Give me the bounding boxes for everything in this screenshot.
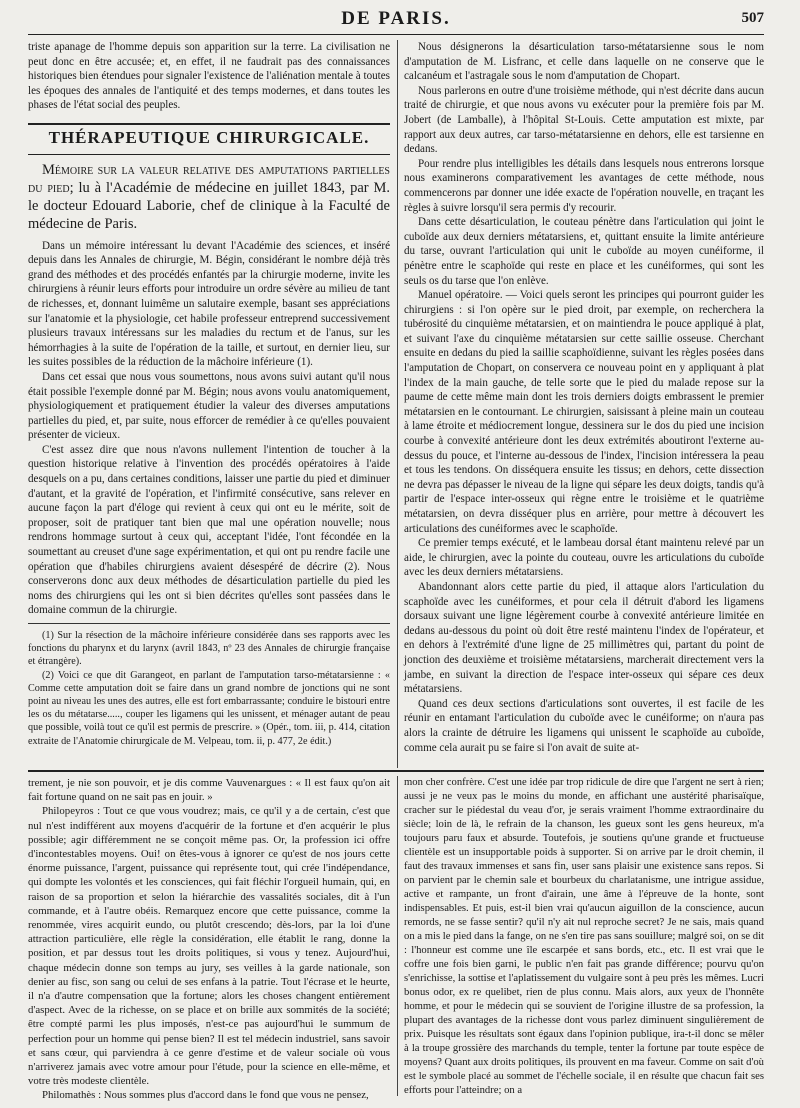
top-left-column (28, 40, 390, 748)
section-title: THÉRAPEUTIQUE CHIRURGICALE. (48, 127, 370, 147)
section-split-rule (28, 770, 764, 772)
page-header (28, 0, 764, 35)
intro-paragraph: triste apanage de l'homme depuis son apparition sur la terre. La civilisation ne peut donc en être accusée; et, en effet, il ne faudrait pas des connaissances historiques bien étendues pour signaler l'existence de l'aliénation mentale à toutes les époques des annales de l'antiquité et des temps modernes, et dans toutes les phases de l'état social des peuples. (28, 41, 390, 112)
footnotes (28, 629, 390, 748)
section-heading-box (28, 123, 390, 155)
body-paragraph: Abandonnant alors cette partie du pied, il attaque alors l'articulation du scaphoïde avec les cunéiformes, et pour cela il détruit d'abord les ligamens dorsaux suivant une ligne légèrement courbe à convexité antérieure limitée en dedans au-dessous du point où doit être resté maintenu l'index de l'opérateur, et en dehors à l'extrémité d'une ligne de 25 millimètres qui, partant du point de jonction des deuxième et troisième métatarsiens, marcherait directement vers la jambe, en suivant la direction de l'espace inter-osseux qui sépare ces deux métatarsiens. (404, 580, 764, 696)
body-paragraph: Quand ces deux sections d'articulations sont ouvertes, il est facile de les réunir en entamant l'articulation du cuboïde avec le cunéiforme; on n'aura pas alors la crainte de détruire les ligamens qui unissent le scaphoïde au cuboïde, comme cela aurait pu se faire si l'on avait de suite at- (404, 697, 764, 754)
memoir-heading (28, 161, 390, 233)
bottom-right-column (404, 776, 764, 1098)
body-paragraph: mon cher confrère. C'est une idée par trop ridicule de dire que l'argent ne sert à rien; aussi je ne veux pas le moins du monde, en affichant une austérité pharisaïque, cracher sur le piédestal du veau d'or, je serais vraiment l'homme extraordinaire du siècle; loin de là, le refrain de la chanson, les gueux sont les gens heureux, m'a toujours paru faux et absurde. Toutefois, je soutiens qu'une grande et fructueuse clientèle est un insupportable poids à supporter. Si on arrive par le droit chemin, il faut des travaux immenses et sans fin, user sans plaisir une existence sans repos. Si on parvient par le chemin sale et bourbeux du charlatanisme, une intrigue assidue, active et rampante, un front d'airain, une âme à l'épreuve de la honte, sont indispensables. Et puis, est-il bien vrai qu'aucun aiguillon de la conscience, aucun remords, ne se fasse sentir? qu'il n'y ait nul reproche secret? Je ne sais, mais quand on a mis le pied dans la fange, on ne s'en tire pas sans souillure; malgré soi, on se dit : l'honneur est comme une île escarpée et sans bords, etc., etc. Il est vrai que le coffre une fois bien garni, le public n'en fait pas grande différence; pourvu qu'on s'enrichisse, la sottise et l'aplatissement du vulgaire sont à peu près les mêmes. Lucri bonus odor, ex re quelibet, rien de plus connu. Mais alors, aux yeux de l'honnête homme, et pour le médecin qui se souvient de l'origine illustre de sa profession, la plupart des avantages de la richesse dont vous parlez diminuent singulièrement de prix. Puisque les résultats sont égaux dans l'opinion publique, ira-t-il donc se mêler à la troupe grossière des marchands du temple, tenter la fortune par toute espèce de moyens? Quant aux droits politiques, ils prouvent en ma faveur. Comme on sait d'où est le symbole placé au sommet de l'échelle sociale, il en résulte que chacun fait ses efforts pour l'atteindre; on a (404, 777, 764, 1096)
body-paragraph: Dans cet essai que nous vous soumettons, nous avons suivi autant qu'il nous était possible l'exemple donné par M. Bégin; nous avons voulu anatomiquement, physiologiquement et pratiquement étudier la valeur des diverses amputations partielles du pied, et, par suite, nous efforcer de remédier à ce qu'elles pouvaient présenter de vicieux. (28, 370, 390, 442)
column-divider (397, 40, 398, 768)
page-number: 507 (741, 10, 764, 26)
memoir-heading-lead: Mémoire sur la valeur relative des amputations partielles du pied (28, 161, 390, 196)
dialogue-paragraph: Philomathès : Nous sommes plus d'accord dans le fond que vous ne pensez, (42, 1089, 369, 1102)
body-paragraph: Dans un mémoire intéressant lu devant l'Académie des sciences, et inséré depuis dans les Annales de chirurgie, M. Bégin, considérant le nombre déjà très grand des méthodes et des procédés enfantés par la chirurgie moderne, invite les chirurgiens à réunir leurs efforts pour introduire un ordre sévère au milieu de tant de richesses, et, donnant luimême un salutaire exemple, basant ses appréciations sur l'anatomie et la physiologie, cet habile professeur entreprend successivement plusieurs travaux intéressans sur les maladies du rectum et de l'anus, sur les hémorrhagies à la suite de l'opération de la taille, et surtout, en dernier lieu, sur les suites possibles de la réduction de la mâchoire inférieure (1). (28, 239, 390, 369)
footnote: (2) Voici ce que dit Garangeot, en parlant de l'amputation tarso-métatarsienne : « Comme cette amputation doit se faire dans un grand nombre de jonctions qui ne sont point au niveau les unes des autres, elle est fort embarrassante; conduire le bistouri entre les os du métatarse....., couper les ligamens qui les unissent, et ménager autant de peau que possible, voilà tout ce qu'il est permis de prescrire. » (Opér., tom. iii, p. 414, citation extraite de l'Anatomie chirurgicale de M. Velpeau, tom. ii, p. 477, 2e édit.) (28, 669, 390, 747)
body-paragraph: Dans cette désarticulation, le couteau pénètre dans l'articulation qui joint le cuboïde aux deux derniers métatarsiens, et, quittant ensuite la limite antérieure du tarse, ouvrant l'articulation qui unit le cuboïde au moyen cunéiforme, il pénètre entre le scaphoïde qui reste en place et les cunéiformes, qui sont les seuls os du tarse que l'on enlève. (404, 216, 764, 287)
body-paragraph: Manuel opératoire. — Voici quels seront les principes qui pourront guider les chirurgiens : si l'on opère sur le pied droit, par exemple, on recherchera la tubérosité du cinquième métatarsien, et on maintiendra le pouce appliqué à plat, et suivant l'axe du cinquième métatarsien sur cette saillie osseuse. Cherchant ensuite en dedans du pied la saillie scaphoïdienne, suivant les règles posées dans l'amputation de Chopart, on conservera ce nouveau point en y appliquant à plat l'index de la main gauche, de telle sorte que le pied du malade repose sur la paume de cette même main dont les trois derniers doigts embrassent le premier métatarsien en le contournant. Le chirurgien, saisissant à pleine main un couteau à lame étroite et médiocrement longue, dessinera sur le dos du pied une incision courbe à convexité antérieure dont les deux extrémités aboutiront l'externe au-dessus du pouce, et l'interne au-dessous de l'index, l'incision intéressera la peau et tous les tendons. On disséquera ensuite les tissus; en dehors, cette dissection ne devra pas dépasser le niveau de la ligne qui sépare les deux doigts, tandis qu'à partir de l'espace inter-osseux qui règne entre le troisième et le quatrième métatarsien, on devra disséquer plus en arrière, pour mettre à découvert les articulations des cunéiformes avec le scaphoïde. (404, 289, 764, 535)
body-paragraph: trement, je nie son pouvoir, et je dis comme Vauvenargues : « Il est faux qu'on ait fait fortune quand on ne sait pas en jouir. » (28, 777, 390, 804)
running-title: DE PARIS. (341, 8, 451, 29)
column-divider-bottom (397, 776, 398, 1096)
bottom-left-column (28, 776, 390, 1103)
body-paragraph: Pour rendre plus intelligibles les détails dans lesquels nous entrerons lorsque nous examinerons comparativement les avantages de cette méthode, nous commencerons par donner une idée exacte de l'opération nouvelle, en traçant les règles à suivre lorsqu'il sera permis d'y recourir. (404, 157, 764, 214)
body-paragraph: Nous parlerons en outre d'une troisième méthode, qui n'est décrite dans aucun traité de chirurgie, et que nous avons vu exécuter pour la première fois par M. Jobert (de Lamballe), à l'hôpital St-Louis. Cette amputation est mixte, par rapport aux deux autres, car tarso-métatarsienne en dehors, elle est tarsienne en dedans. (404, 84, 764, 156)
body-paragraph: C'est assez dire que nous n'avons nullement l'intention de toucher à la question historique relative à l'invention des procédés opératoires à l'aide desquels on a pu, dans certaines conditions, laisser une partie du pied et diminuer d'autant, et la gravité de l'opération, et l'infirmité consécutive, sans relever en aucune façon la part d'éloge qui revient à ceux qui ont eu le mérite, soit de proposer, soit de pratiquer tant bien que mal une opération nouvelle; nous rendrons hommage surtout à ceux qui, acceptant l'idée, l'ont fécondée en la soumettant au creuset d'une sage expérimentation, et qui ont pu rendre facile une opération que d'habiles chirurgiens avaient désespéré de décrire (2). Nous conserverons donc aux deux méthodes de désarticulation partielle du pied les noms des chirurgiens qui les ont si bien décrites qu'elles sont passées dans le domaine commun de la chirurgie. (28, 443, 390, 617)
footnote-divider (28, 623, 390, 624)
top-right-column (404, 40, 764, 755)
memoir-heading-rest: ; lu à l'Académie de médecine en juillet 1843, par M. le docteur Edouard Laborie, chef de clinique à la Faculté de médecine de Paris. (28, 179, 390, 232)
dialogue-paragraph: Philopeyros : Tout ce que vous voudrez; mais, ce qu'il y a de certain, c'est que nul n'est indifférent aux moyens d'acquérir de la fortune et d'en acquérir le plus possible; agir différemment ne se conçoit même pas. Or, la profession ici offre d'incontestables moyens. Oui! on êtes-vous à ignorer ce qu'est de nos jours cette énorme puissance, l'argent, puissance qui représente tout, qui crée l'indépendance, qui dompte les volontés et les consciences, qui fait fléchir l'orgueil humain, qui, en raison de sa proportion et selon la hiérarchie des vassalités sociales, dit à l'un commande, et à l'autre obéis. Remarquez encore que cette puissance, comme la renommée, vires acquirit eundo, ou plutôt crescendo; dès-lors, par la loi d'une attraction particulière, elle règle la considération, elle établit le rang, donne la position, et par dessus tout les droits politiques, si vous y tenez. Aujourd'hui, chaque médecin donne son temps au jury, ses veilles à la garde nationale, son denier au fisc, son sang ou celui de ses enfans à la patrie. Tout l'écrase et le heurte, il n'a d'autre compensation que la fortune; alors les choses changent entièrement d'aspect. Avec de la richesse, on se place et on brille aux sommités de la société; être compté parmi les plus imposés, n'est-ce pas aujourd'hui le summum de perfection pour un homme qui pense bien? Il est tel médecin industriel, sans savoir et sans cœur, qui parviendra à ce genre d'estime et de valeur sociale où vous n'arriverez jamais avec votre amour pour l'étude, pour la science en elle-même, et votre très modeste clientèle. (28, 805, 390, 1088)
footnote: (1) Sur la résection de la mâchoire inférieure considérée dans ses rapports avec les fonctions du pharynx et du larynx (avril 1843, nº 23 des Annales de chirurgie française et étrangère). (28, 630, 390, 668)
body-paragraph: Nous désignerons la désarticulation tarso-métatarsienne sous le nom d'amputation de M. Lisfranc, et celle dans laquelle on ne conserve que le calcanéum et l'astragale sous le nom d'amputation de Chopart. (404, 41, 764, 83)
body-paragraph: Ce premier temps exécuté, et le lambeau dorsal étant maintenu relevé par un aide, le chirurgien, avec la pointe du couteau, ouvre les articulations du cuboïde avec les deux derniers métatarsiens. (404, 537, 764, 579)
